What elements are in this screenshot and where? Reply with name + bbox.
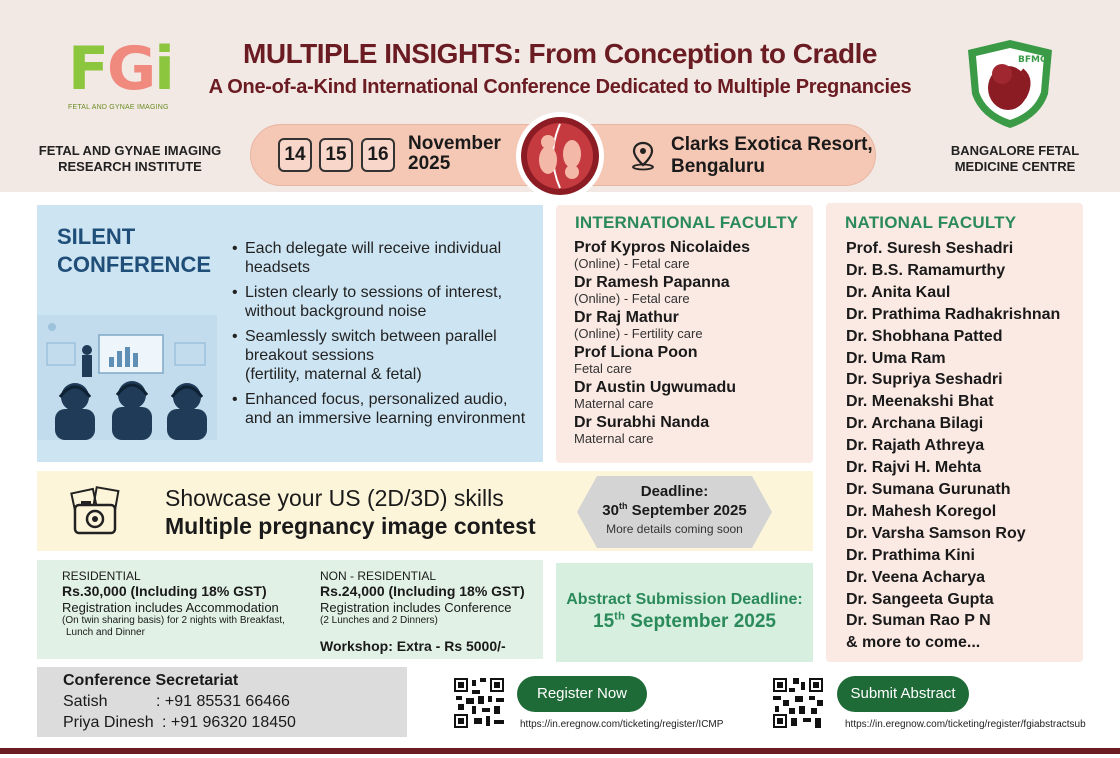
list-item: Dr. Shobhana Patted [846,327,1003,345]
fgi-logo [68,36,188,116]
list-item: Dr. Prathima Radhakrishnan [846,305,1061,323]
list-item: Dr. Anita Kaul [846,283,951,301]
list-item: Dr. Meenakshi Bhat [846,393,994,411]
contest-deadline-date [577,501,772,521]
abstract-deadline-suffix: th [614,610,625,623]
left-org-line2: RESEARCH INSTITUTE [58,159,202,174]
register-now-button[interactable]: Register Now [517,676,647,712]
list-item: Dr. Sumana Gurunath [846,480,1011,498]
list-item: Dr. Uma Ram [846,349,946,367]
fgi-logo-letter-g: G [107,34,155,104]
list-item [574,274,809,306]
contest-deadline-day: 30 [602,502,619,519]
list-item: Dr. Supriya Seshadri [846,371,1003,389]
non-residential-includes: Registration includes Conference [320,600,512,615]
abstract-deadline-rest: September 2025 [624,611,776,632]
residential-note-line2: Lunch and Dinner [66,627,145,638]
register-qr-code-icon[interactable] [454,678,504,728]
contact-phone[interactable]: +91 96320 18450 [170,714,296,731]
image-contest-panel [37,471,813,551]
silent-conference-title [57,223,211,279]
twins-fetus-icon [516,112,604,200]
secretariat-title: Conference Secretariat [63,672,239,689]
abstract-deadline-panel [556,563,813,662]
list-item: Dr. Sangeeta Gupta [846,590,994,608]
faculty-name: Prof Liona Poon [574,344,698,361]
right-org-line2: MEDICINE CENTRE [954,159,1076,174]
residential-note-line1: (On twin sharing basis) for 2 nights with Breakfast, [62,615,285,626]
bfmc-badge-text: BFMC [1018,55,1047,65]
faculty-role: (Online) - Fetal care [574,291,690,306]
conference-subtitle: A One-of-a-Kind International Conference Dedicated to Multiple Pregnancies [208,76,912,98]
bfmc-shield-icon [962,36,1058,132]
date-day-14: 14 [278,138,312,172]
list-item: Dr. Prathima Kini [846,546,975,564]
contact-row [63,693,290,711]
abstract-url-link[interactable]: https://in.eregnow.com/ticketing/register/fgiabstractsub [845,719,1086,730]
list-item: Dr. Suman Rao P N [846,612,991,630]
list-item: Dr. B.S. Ramamurthy [846,261,1006,279]
abstract-deadline-date [556,611,813,633]
contact-name: Satish [63,693,108,710]
abstract-qr-code-icon[interactable] [773,678,823,728]
non-residential-heading: NON - RESIDENTIAL [320,569,437,583]
faculty-name: Prof Kypros Nicolaides [574,239,751,256]
date-year: 2025 [408,153,451,174]
date-month-year [408,134,501,174]
right-org-line1: BANGALORE FETAL [950,143,1080,158]
contact-row [63,714,296,732]
list-item: & more to come... [846,634,981,652]
contest-line2: Multiple pregnancy image contest [165,513,536,539]
abstract-deadline-label: Abstract Submission Deadline: [566,591,803,608]
faculty-role: Maternal care [574,396,654,411]
faculty-role: (Online) - Fetal care [574,256,690,271]
contest-deadline-suffix: th [618,501,628,511]
list-item: Dr. Archana Bilagi [846,415,984,433]
faculty-role: Maternal care [574,431,654,446]
left-org-name [30,143,230,175]
international-faculty-list [574,239,809,449]
list-item [574,239,809,271]
abstract-deadline-day: 15 [593,611,615,632]
date-month: November [408,133,501,154]
faculty-name: Dr Surabhi Nanda [574,414,710,431]
contest-deadline-rest: September 2025 [627,502,747,519]
silent-point-sub: (fertility, maternal & fetal) [245,366,422,383]
national-faculty-list [846,238,1060,654]
venue-line2: Bengaluru [671,156,765,177]
international-faculty-panel [556,205,813,463]
list-item: Dr. Varsha Samson Roy [846,524,1026,542]
list-item: Prof. Suresh Seshadri [846,240,1014,257]
silent-point: • Listen clearly to sessions of interest, without background noise [232,283,537,321]
faculty-role: Fetal care [574,361,632,376]
faculty-role: (Online) - Fertility care [574,326,703,341]
register-url-link[interactable]: https://in.eregnow.com/ticketing/register/ICMP [520,719,724,730]
list-item [574,309,809,341]
submit-abstract-button[interactable]: Submit Abstract [837,676,969,712]
residential-includes: Registration includes Accommodation [62,600,279,615]
faculty-name: Dr Ramesh Papanna [574,274,730,291]
faculty-name: Dr Austin Ugwumadu [574,379,737,396]
workshop-fee: Workshop: Extra - Rs 5000/- [320,638,506,654]
footer-bar [0,748,1120,754]
list-item [574,344,809,376]
conference-title: MULTIPLE INSIGHTS: From Conception to Cradle [243,38,877,69]
contest-line1: Showcase your US (2D/3D) skills [165,485,504,511]
national-faculty-title: NATIONAL FACULTY [845,213,1017,232]
fgi-logo-letter-i: i [154,34,173,104]
silent-title-line2: CONFERENCE [57,252,212,277]
silent-title-line1: SILENT [57,224,136,249]
camera-photos-icon [67,483,123,539]
list-item: Dr. Mahesh Koregol [846,502,997,520]
silent-point: • Seamlessly switch between parallel breakout sessions [232,327,537,365]
list-item: Dr. Veena Acharya [846,568,986,586]
list-item: Dr. Rajvi H. Mehta [846,459,982,477]
residential-package [62,569,307,639]
location-pin-icon [629,141,657,171]
non-residential-price: Rs.24,000 (Including 18% GST) [320,583,525,599]
right-org-name [930,143,1100,175]
secretariat-panel [37,667,407,737]
silent-point: • Each delegate will receive individual headsets [232,239,537,277]
contact-separator: : [156,693,165,710]
silent-conference-panel [37,205,543,462]
faculty-name: Dr Raj Mathur [574,309,679,326]
registration-panel [37,560,543,659]
residential-heading: RESIDENTIAL [62,569,141,583]
fgi-logo-letter-f: F [68,34,107,104]
international-faculty-title: INTERNATIONAL FACULTY [575,213,799,232]
contact-name: Priya Dinesh [63,714,154,731]
national-faculty-panel [826,203,1083,662]
fgi-logo-subtext: FETAL AND GYNAE IMAGING [68,104,169,111]
contact-phone[interactable]: +91 85531 66466 [164,693,290,710]
left-org-line1: FETAL AND GYNAE IMAGING [38,143,222,158]
silent-conference-points [232,239,537,434]
date-day-15: 15 [319,138,353,172]
silent-point: • Enhanced focus, personalized audio, and an immersive learning environment [232,390,537,428]
contact-separator: : [162,714,171,731]
list-item [574,414,809,446]
non-residential-package [320,569,540,627]
audience-headset-illustration-icon [37,315,217,440]
date-day-16: 16 [361,138,395,172]
venue-line1: Clarks Exotica Resort, [671,134,873,155]
list-item: Dr. Rajath Athreya [846,437,985,455]
contest-deadline [577,483,772,537]
contest-more-details: More details coming soon [606,522,743,536]
contest-deadline-label: Deadline: [640,483,709,500]
non-residential-note: (2 Lunches and 2 Dinners) [320,615,438,626]
venue [671,134,873,178]
residential-price: Rs.30,000 (Including 18% GST) [62,583,267,599]
list-item [574,379,809,411]
